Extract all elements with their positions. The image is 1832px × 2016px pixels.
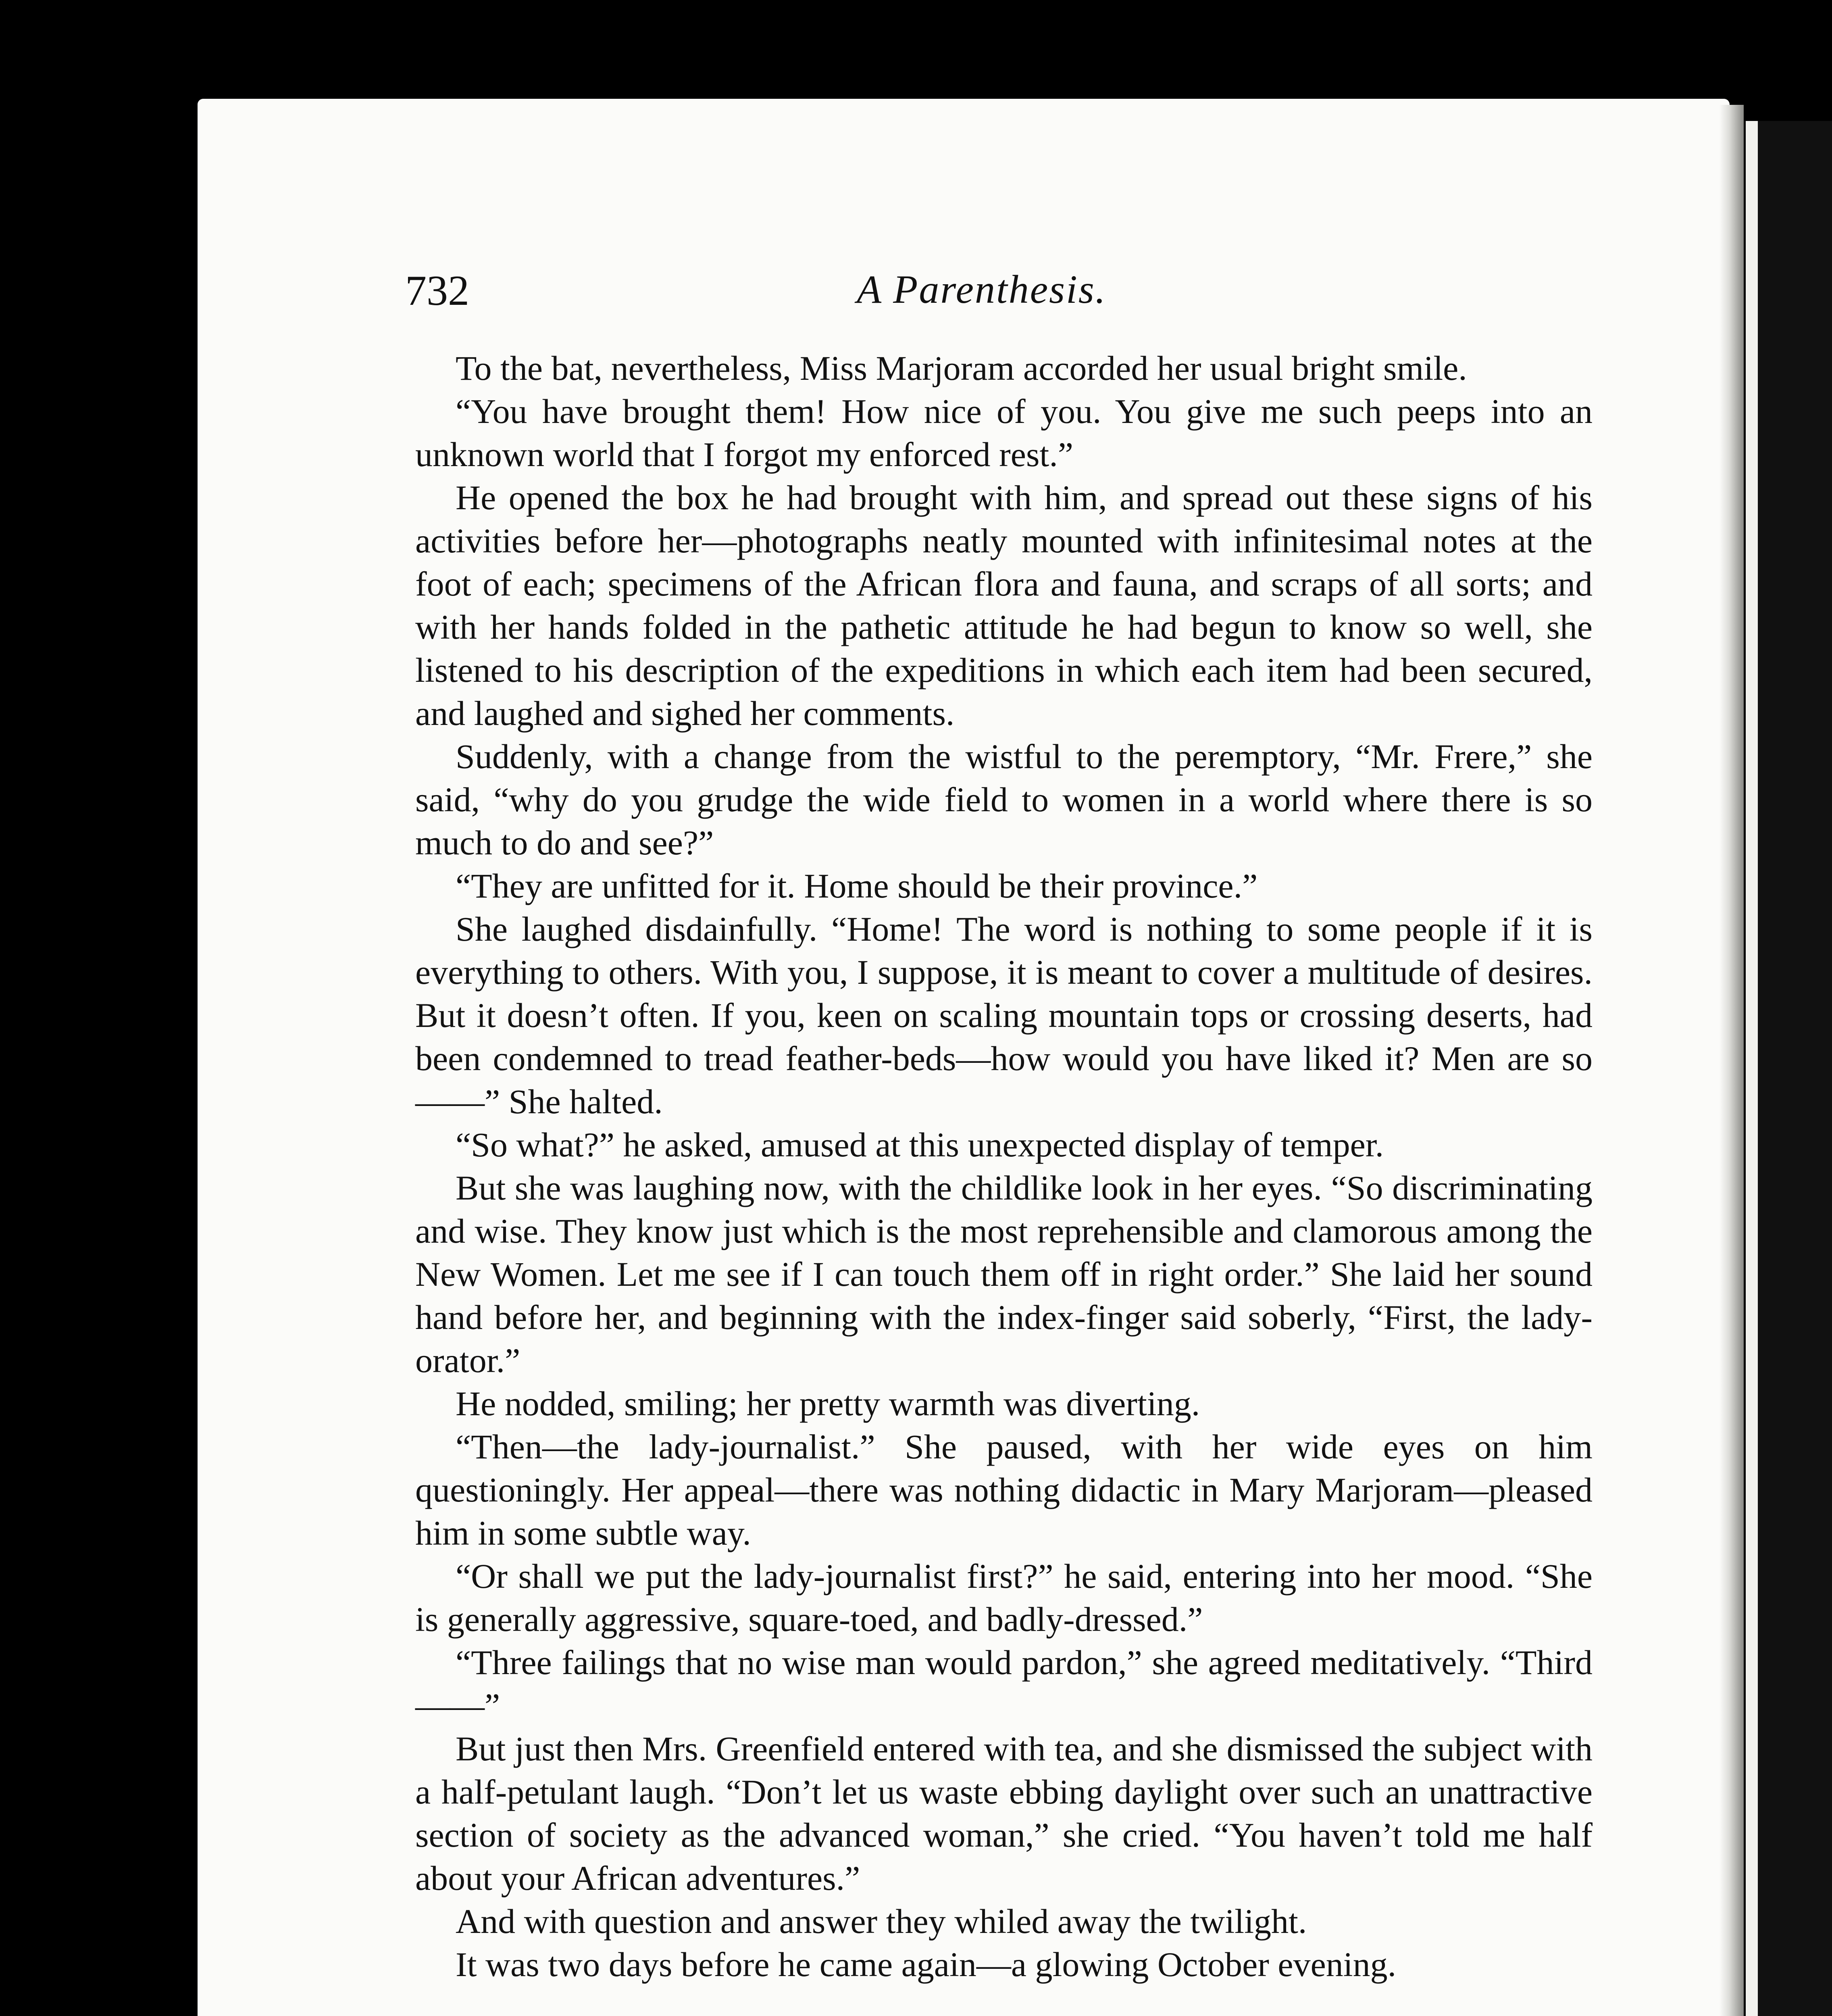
paragraph: But just then Mrs. Greenfield entered with tea, and she dismissed the subject with a half-petulant laugh. “Don’t let us waste ebbing daylight over such an unattractive section of society as the advanced woman,” she cried. “You haven’t told me half about your African adventures.” (415, 1729, 1593, 1897)
paragraph: It was two days before he came again—a glowing October evening. (456, 1945, 1397, 1984)
paragraph: But she was laughing now, with the childlike look in her eyes. “So discriminating and wise. They know just which is the most reprehensible and clamorous among the New Women. Let me see if I can touch them off in right order.” She laid her sound hand before her, and beginning with the index-finger said soberly, “First, the lady-orator.” (415, 1168, 1593, 1380)
paragraph: Suddenly, with a change from the wistful to the peremptory, “Mr. Frere,” she said, “why do you grudge the wide field to women in a world where there is so much to do and see?” (415, 737, 1593, 862)
body-text (415, 347, 1593, 1986)
paragraph: “So what?” he asked, amused at this unexpected display of temper. (456, 1125, 1384, 1164)
paragraph: He opened the box he had brought with him, and spread out these signs of his activities before her—photographs neatly mounted with infinitesimal notes at the foot of each; specimens of the African flora and fauna, and scraps of all sorts; and with her hands folded in the pathetic attitude he had begun to know so well, she listened to his description of the expeditions in which each item had been secured, and laughed and sighed her comments. (415, 478, 1593, 733)
page-number: 732 (405, 267, 469, 314)
paragraph: He nodded, smiling; her pretty warmth was diverting. (456, 1384, 1200, 1423)
page-spine-shadow (1720, 105, 1744, 2016)
paragraph: To the bat, nevertheless, Miss Marjoram accorded her usual bright smile. (456, 349, 1467, 387)
paragraph: “Three failings that no wise man would pardon,” she agreed meditatively. “Third——” (415, 1643, 1593, 1725)
facing-page-edge (1746, 121, 1832, 2016)
paragraph: “You have brought them! How nice of you. You give me such peeps into an unknown world that I forgot my enforced rest.” (415, 392, 1593, 474)
paragraph: And with question and answer they whiled away the twilight. (456, 1902, 1307, 1941)
paragraph: “Or shall we put the lady-journalist first?” he said, entering into her mood. “She is generally aggressive, square-toed, and badly-dressed.” (415, 1557, 1593, 1639)
paragraph: She laughed disdainfully. “Home! The word is nothing to some people if it is everything to others. With you, I suppose, it is meant to cover a multitude of desires. But it doesn’t often. If you, keen on scaling mountain tops or crossing deserts, had been condemned to tread feather-beds—how would you have liked it? Men are so——” She halted. (415, 910, 1593, 1121)
paragraph: “They are unfitted for it. Home should be their province.” (456, 866, 1258, 905)
running-header (405, 266, 1615, 327)
paragraph: “Then—the lady-journalist.” She paused, with her wide eyes on him questioningly. Her appeal—there was nothing didactic in Mary Marjoram—pleased him in some subtle way. (415, 1427, 1593, 1552)
running-title: A Parenthesis. (857, 267, 1107, 312)
